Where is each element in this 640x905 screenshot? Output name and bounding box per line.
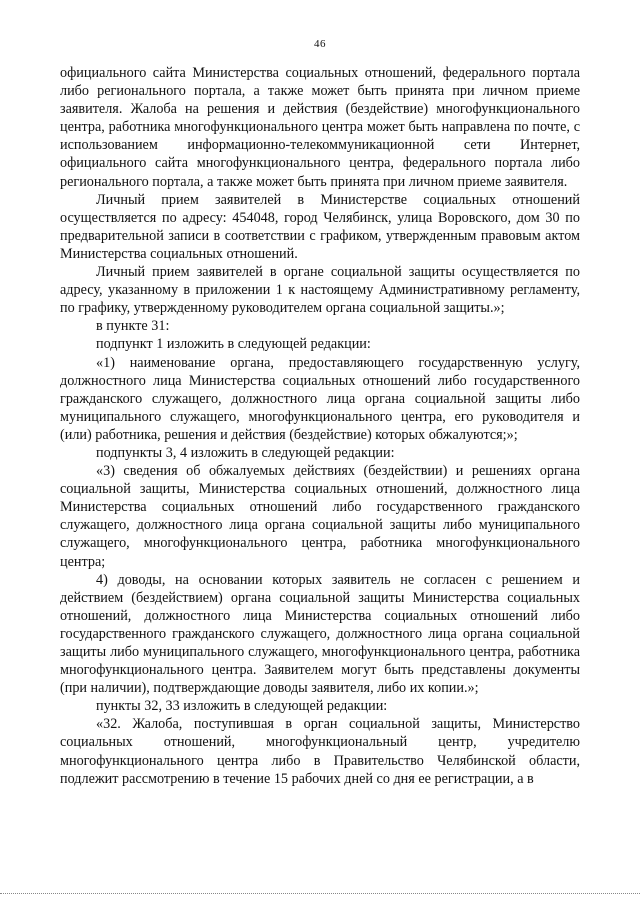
paragraph-ministry-reception: Личный прием заявителей в Министерстве социальных отношений осуществляется по адресу: 454048, город Челябинск, улица Воровского, дом 30 по предварительной записи в соответствии с графиком, утвержденным правовым актом Министерства социальных отношений. xyxy=(60,191,580,262)
paragraph-in-point-31: в пункте 31: xyxy=(96,318,170,335)
paragraph-subpoint-1-text: «1) наименование органа, предоставляющего государственную услугу, должностного лица Министерства социальных отношений либо государственного гражданского служащего, должностного лица органа социальной защиты либо муниципального служащего, многофункционального центра, его руководителя и (или) работника, решения и действия (бездействие) которых обжалуются;»; xyxy=(60,354,580,443)
paragraph-subpoint-3-text: «3) сведения об обжалуемых действиях (бездействии) и решениях органа социальной защиты, Министерства социальных отношений, должностного лица Министерства социальных отношений либо государственного гражданского служащего, должностного лица органа социальной защиты либо муниципального служащего, многофункционального центра, работника многофункционального центра; xyxy=(60,463,580,570)
paragraph-point-32-text: «32. Жалоба, поступившая в орган социальной защиты, Министерство социальных отношений, многофункциональный центр, учредителю многофункционального центра либо в Правительство Челябинской области, подлежит рассмотрению в течение 15 рабочих дней со дня ее регистрации, а в xyxy=(60,716,580,787)
paragraph-social-protection-reception: Личный прием заявителей в органе социальной защиты осуществляется по адресу, указанному в приложении 1 к настоящему Административному регламенту, по графику, утвержденному руководителем органа социальной защиты.»; xyxy=(60,264,580,317)
document-body xyxy=(60,64,580,788)
page-number: 46 xyxy=(314,38,326,50)
paragraph-points-32-33-intro: пункты 32, 33 изложить в следующей редакции: xyxy=(96,698,388,715)
paragraph-subpoint-1-intro: подпункт 1 изложить в следующей редакции: xyxy=(96,336,371,353)
footer-divider xyxy=(0,893,640,894)
paragraph-subpoint-4-text: 4) доводы, на основании которых заявитель не согласен с решением и действием (бездействием) органа социальной защиты Министерства социальных отношений, должностного лица Министерства социальных отношений либо государственного гражданского служащего, должностного лица органа социальной защиты либо муниципального служащего, многофункционального центра, работника многофункционального центра. Заявителем могут быть представлены документы (при наличии), подтверждающие доводы заявителя, либо их копии.»; xyxy=(60,571,580,697)
paragraph-complaint-channels: официального сайта Министерства социальных отношений, федерального портала либо регионального портала, а также может быть принята при личном приеме заявителя. Жалоба на решения и действия (бездействие) многофункционального центра, работника многофункционального центра может быть направлена по почте, с использованием информационно-телекоммуникационной сети Интернет, официального сайта многофункционального центра, федерального портала либо регионального портала, а также может быть принята при личном приеме заявителя. xyxy=(60,65,580,190)
paragraph-subpoints-3-4-intro: подпункты 3, 4 изложить в следующей редакции: xyxy=(96,444,395,461)
